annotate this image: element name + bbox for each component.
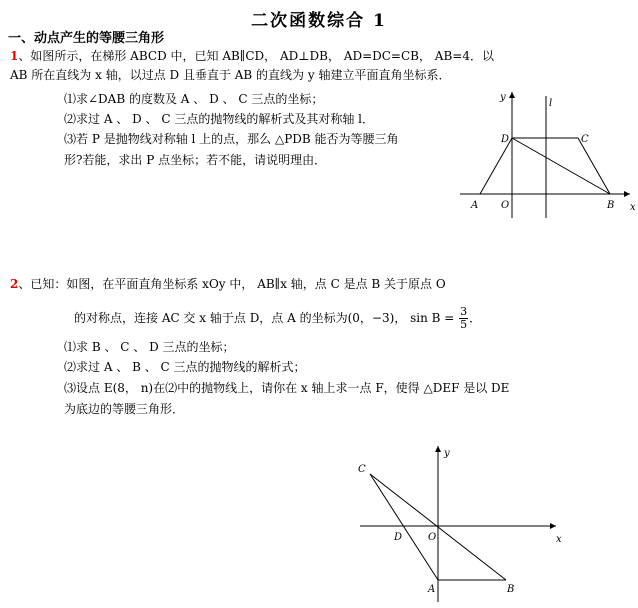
fraction-denominator: 5 (460, 318, 468, 331)
problem2-line1 (10, 276, 446, 292)
problem2-number: 2 (10, 277, 19, 291)
fig2-segment-ac (370, 474, 438, 580)
fig1-label-l: l (549, 98, 553, 109)
fig2-label-c: C (358, 464, 366, 475)
problem2-text2a: 的对称点，连接 AC 交 x 轴于点 D，点 A 的坐标为(0，−3)， sin B = (74, 311, 455, 325)
fig1-label-x: x (630, 202, 636, 213)
problem1-figure (460, 86, 638, 218)
fig1-label-c: C (581, 134, 589, 145)
problem2-q2: ⑵求过 A 、 B 、 C 三点的抛物线的解析式； (64, 360, 306, 374)
problem1-q3b: 形?若能，求出 P 点坐标；若不能，请说明理由． (64, 153, 327, 167)
page-title: 二次函数综合 1 (251, 11, 387, 31)
problem1-q3a: ⑶若 P 是抛物线对称轴 l 上的点，那么 △PDB 能否为等腰三角 (64, 132, 399, 146)
problem1-line1 (10, 48, 494, 64)
fig2-label-b: B (507, 584, 515, 595)
fig2-label-d: D (394, 532, 403, 543)
fig1-label-b: B (607, 200, 615, 211)
fig2-label-x: x (556, 534, 562, 545)
problem1-text1: 、如图所示，在梯形 ABCD 中，已知 AB∥CD， AD⊥DB， AD=DC=CB， AB=4．以 (18, 49, 494, 63)
fig2-label-y: y (444, 448, 450, 459)
fig1-label-d: D (501, 134, 510, 145)
problem2-line2 (74, 306, 481, 331)
fig1-label-y: y (500, 92, 506, 103)
fig2-label-o: O (428, 532, 437, 543)
problem2-q1: ⑴求 B 、 C 、 D 三点的坐标； (64, 340, 235, 354)
problem2-text2b: ． (469, 311, 482, 325)
problem2-text1: 、已知：如图，在平面直角坐标系 xOy 中， AB∥x 轴，点 C 是点 B 关于原点 O (18, 277, 446, 291)
problem2-q3b: 为底边的等腰三角形． (64, 402, 185, 416)
problem1-q2: ⑵求过 A 、 D 、 C 三点的抛物线的解析式及其对称轴 l． (64, 112, 375, 126)
problem1-q1: ⑴求∠DAB 的度数及 A 、 D 、 C 三点的坐标； (64, 92, 324, 106)
sinb-fraction (459, 306, 468, 331)
fig1-trapezoid (480, 138, 610, 194)
fig2-label-a: A (428, 584, 436, 595)
problem1-line2: AB 所在直线为 x 轴，以过点 D 且垂直于 AB 的直线为 y 轴建立平面直角坐标系． (10, 68, 451, 82)
fig1-diagonal-db (512, 138, 610, 194)
fig1-label-o: O (501, 200, 510, 211)
problem1-number: 1 (10, 49, 19, 63)
problem2-figure (350, 440, 570, 602)
section-heading: 一、动点产生的等腰三角形 (8, 31, 165, 46)
fig1-label-a: A (471, 200, 479, 211)
problem2-q3a: ⑶设点 E(8， n)在⑵中的抛物线上，请你在 x 轴上求一点 F，使得 △DEF 是以 DE (64, 381, 510, 395)
fraction-numerator: 3 (460, 305, 468, 318)
